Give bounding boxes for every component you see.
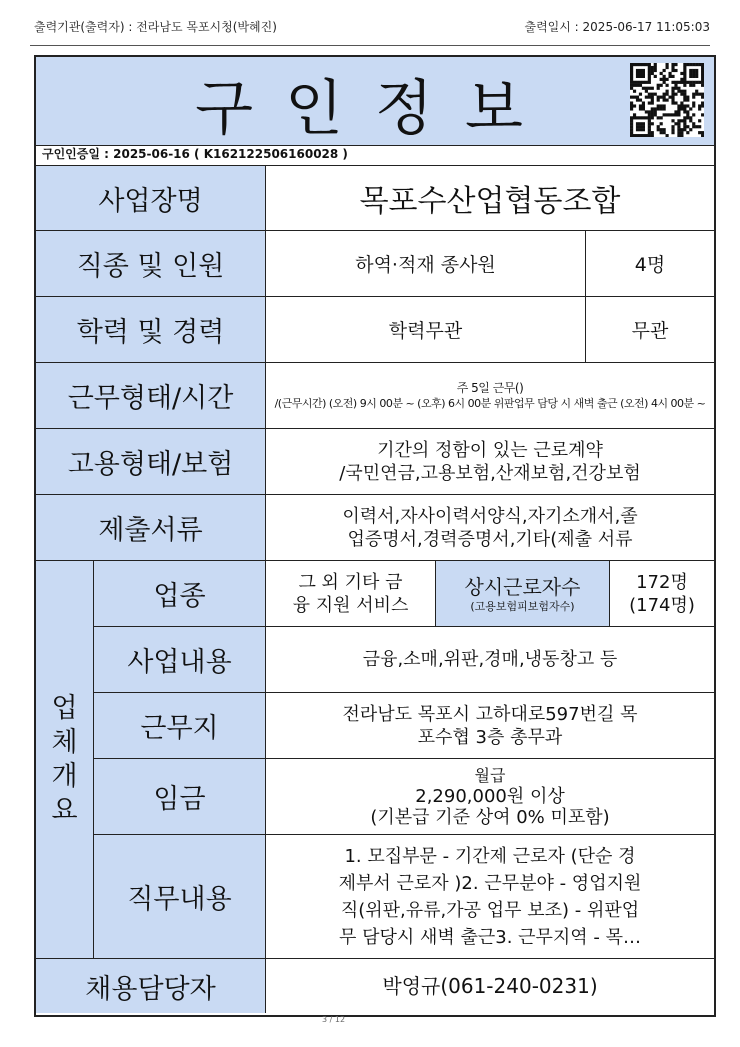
- employment-value: [266, 429, 714, 495]
- title-band: [36, 57, 714, 146]
- job-type-label: 직종 및 인원: [36, 231, 266, 297]
- regular-workers-subtitle: (고용보험피보험자수): [470, 599, 575, 613]
- overview-label-char: 요: [51, 794, 78, 826]
- documents-value: [266, 495, 714, 561]
- wage-type: 월급: [474, 766, 506, 785]
- contact-label: 채용담당자: [36, 959, 266, 1013]
- documents-line: 이력서,자사이력서양식,자기소개서,졸: [342, 505, 638, 527]
- work-hours-line: /(근무시간) (오전) 9시 00분 ~ (오후) 6시 00분 위판업무 담당 시 새벽 출근 (오전) 4시 00분 ~: [274, 396, 706, 410]
- employment-line: /국민연금,고용보험,산재보험,건강보험: [339, 462, 641, 484]
- work-hours-value: [266, 363, 714, 429]
- duty-line: 1. 모집부문 - 기간제 근로자 (단순 경: [344, 845, 636, 867]
- page-number: 3 / 12: [322, 1015, 346, 1024]
- industry-line: 그 외 기타 금: [298, 571, 403, 593]
- employment-label: 고용형태/보험: [36, 429, 266, 495]
- company-name-value: 목포수산업협동조합: [266, 165, 714, 231]
- regular-workers-label: [436, 561, 610, 627]
- regular-workers-count: 172명: [636, 571, 688, 593]
- career-value: 무관: [586, 297, 714, 363]
- document-title: 구인정보: [195, 74, 555, 144]
- job-info-document: [34, 55, 716, 1017]
- employment-line: 기간의 정함이 있는 근로계약: [377, 439, 603, 461]
- duty-label: 직무내용: [94, 835, 266, 959]
- documents-label: 제출서류: [36, 495, 266, 561]
- wage-label: 임금: [94, 759, 266, 835]
- wage-note: (기본급 기준 상여 0% 미포함): [370, 807, 610, 828]
- overview-label-char: 업: [51, 692, 78, 724]
- duty-line: 무 담당시 새벽 출근3. 근무지역 - 목…: [338, 926, 642, 948]
- industry-line: 융 지원 서비스: [292, 594, 409, 616]
- company-name-label: 사업장명: [36, 165, 266, 231]
- workplace-line: 포수협 3층 총무과: [417, 726, 563, 748]
- workplace-line: 전라남도 목포시 고하대로597번길 목: [342, 703, 638, 725]
- documents-line: 업증명서,경력증명서,기타(제출 서류: [347, 528, 633, 550]
- business-value: 금융,소매,위판,경매,냉동창고 등: [266, 627, 714, 693]
- qr-code-icon: [630, 63, 704, 137]
- overview-label-char: 개: [51, 760, 78, 792]
- work-hours-line: 주 5일 근무(): [456, 380, 524, 395]
- business-label: 사업내용: [94, 627, 266, 693]
- wage-value: [266, 759, 714, 835]
- industry-label: 업종: [94, 561, 266, 627]
- duty-line: 제부서 근로자 )2. 근무분야 - 영업지원: [338, 872, 642, 894]
- contact-value: 박영규(061-240-0231): [382, 973, 598, 998]
- job-type-value: 하역·적재 종사원: [266, 231, 586, 297]
- industry-value: [266, 561, 436, 627]
- education-value: 학력무관: [266, 297, 586, 363]
- education-label: 학력 및 경력: [36, 297, 266, 363]
- headcount-value: 4명: [586, 231, 714, 297]
- insured-workers-count: (174명): [629, 594, 695, 616]
- duty-line: 직(위판,유류,가공 업무 보조) - 위판업: [340, 899, 640, 921]
- regular-workers-title: 상시근로자수: [464, 574, 581, 599]
- print-org-header: 출력기관(출력자) : 전라남도 목포시청(박혜진): [34, 20, 277, 34]
- company-overview-label: [36, 561, 94, 959]
- workplace-label: 근무지: [94, 693, 266, 759]
- duty-value: [266, 835, 714, 959]
- regular-workers-value: [610, 561, 714, 627]
- header-rule: [30, 45, 710, 46]
- print-datetime-header: 출력일시 : 2025-06-17 11:05:03: [524, 20, 710, 34]
- work-hours-label: 근무형태/시간: [36, 363, 266, 429]
- wage-amount: 2,290,000원 이상: [415, 786, 565, 807]
- overview-label-char: 체: [51, 726, 78, 758]
- workplace-value: [266, 693, 714, 759]
- certification-date: 구인인증일 : 2025-06-16 ( K162122506160028 ): [42, 147, 348, 161]
